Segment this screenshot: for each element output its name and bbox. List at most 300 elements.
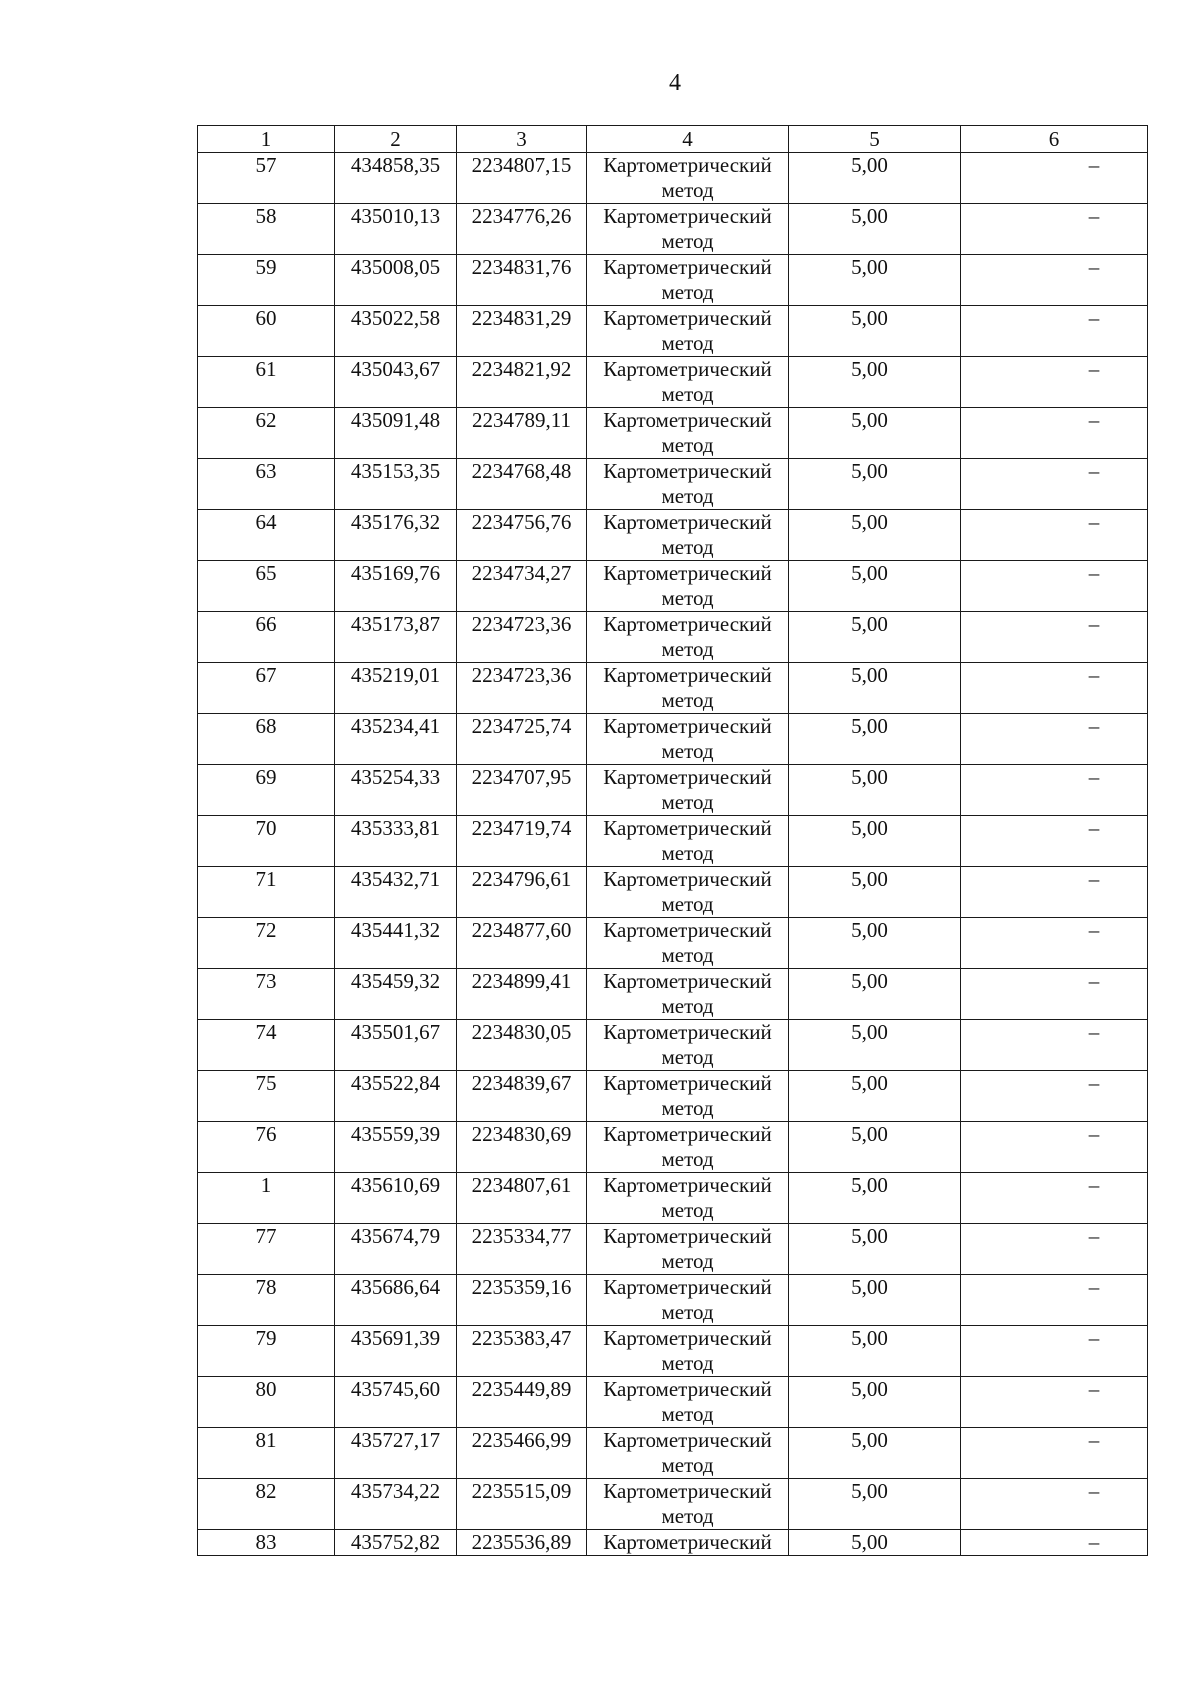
note-dash: – [1088,408,1100,432]
cell-y-coordinate: 2234725,74 [457,714,587,765]
cell-note [961,663,1148,714]
cell-x-coordinate: 435091,48 [335,408,457,459]
point-number: 83 [255,1530,277,1554]
cell-y-coordinate: 2234734,27 [457,561,587,612]
accuracy-value: 5,00 [851,153,888,177]
cell-y-coordinate: 2234807,61 [457,1173,587,1224]
method-text-line: Картометрический [603,1275,772,1299]
method-text-line: метод [661,1504,714,1528]
cell-y-coordinate: 2235536,89 [457,1530,587,1556]
accuracy-value: 5,00 [851,1020,888,1044]
point-number: 67 [255,663,277,687]
note-dash: – [1088,663,1100,687]
table-body [198,153,1148,1556]
cell-note [961,1122,1148,1173]
cell-accuracy [789,1530,961,1556]
cell-note [961,1224,1148,1275]
note-dash: – [1088,1122,1100,1146]
table-row [198,1530,1148,1556]
point-number: 59 [255,255,277,279]
cell-y-coordinate: 2234807,15 [457,153,587,204]
note-dash: – [1088,1428,1100,1452]
method-text-line: метод [661,688,714,712]
table-row [198,1326,1148,1377]
note-dash: – [1088,357,1100,381]
accuracy-value: 5,00 [851,306,888,330]
note-dash: – [1088,204,1100,228]
note-dash: – [1088,1224,1100,1248]
cell-accuracy [789,612,961,663]
method-text-line: Картометрический [603,408,772,432]
method-text-line: метод [661,1096,714,1120]
note-dash: – [1088,561,1100,585]
table-row [198,1224,1148,1275]
cell-point-number [198,1173,335,1224]
method-text-line: Картометрический [603,459,772,483]
cell-accuracy [789,714,961,765]
point-number: 63 [255,459,277,483]
table-row [198,306,1148,357]
cell-point-number [198,204,335,255]
cell-y-coordinate: 2234719,74 [457,816,587,867]
cell-note [961,153,1148,204]
cell-accuracy [789,459,961,510]
cell-x-coordinate: 435254,33 [335,765,457,816]
cell-method [587,1173,789,1224]
cell-point-number [198,306,335,357]
cell-method [587,1479,789,1530]
method-text-line: Картометрический [603,1224,772,1248]
cell-point-number [198,918,335,969]
method-text-line: Картометрический [603,1326,772,1350]
table-row [198,765,1148,816]
cell-x-coordinate: 435745,60 [335,1377,457,1428]
method-text-line: Картометрический [603,867,772,891]
table-row [198,1428,1148,1479]
method-text-line: Картометрический [603,816,772,840]
table-row [198,561,1148,612]
point-number: 79 [255,1326,277,1350]
method-text-line: Картометрический [603,1173,772,1197]
cell-accuracy [789,765,961,816]
cell-note [961,459,1148,510]
method-text-line: Картометрический [603,357,772,381]
method-text-line: Картометрический [603,306,772,330]
cell-x-coordinate: 435522,84 [335,1071,457,1122]
cell-note [961,1479,1148,1530]
table-row [198,816,1148,867]
cell-point-number [198,1530,335,1556]
cell-note [961,306,1148,357]
note-dash: – [1088,510,1100,534]
method-text-line: метод [661,739,714,763]
cell-x-coordinate: 435219,01 [335,663,457,714]
accuracy-value: 5,00 [851,459,888,483]
cell-point-number [198,1479,335,1530]
cell-y-coordinate: 2234789,11 [457,408,587,459]
cell-point-number [198,969,335,1020]
cell-point-number [198,663,335,714]
method-text-line: метод [661,1147,714,1171]
method-text-line: метод [661,1249,714,1273]
note-dash: – [1088,1377,1100,1401]
cell-x-coordinate: 435173,87 [335,612,457,663]
table-row [198,1173,1148,1224]
cell-accuracy [789,306,961,357]
cell-point-number [198,153,335,204]
cell-method [587,765,789,816]
cell-method [587,1326,789,1377]
table-row [198,663,1148,714]
accuracy-value: 5,00 [851,867,888,891]
cell-accuracy [789,1071,961,1122]
note-dash: – [1088,765,1100,789]
method-text-line: Картометрический [603,255,772,279]
accuracy-value: 5,00 [851,969,888,993]
accuracy-value: 5,00 [851,918,888,942]
method-text-line: метод [661,535,714,559]
cell-x-coordinate: 435734,22 [335,1479,457,1530]
cell-accuracy [789,1428,961,1479]
accuracy-value: 5,00 [851,714,888,738]
table-row [198,612,1148,663]
table-row [198,153,1148,204]
cell-y-coordinate: 2234776,26 [457,204,587,255]
accuracy-value: 5,00 [851,1479,888,1503]
note-dash: – [1088,255,1100,279]
accuracy-value: 5,00 [851,612,888,636]
cell-x-coordinate: 435691,39 [335,1326,457,1377]
cell-point-number [198,1122,335,1173]
point-number: 82 [255,1479,277,1503]
cell-x-coordinate: 435234,41 [335,714,457,765]
point-number: 72 [255,918,277,942]
method-text-line: метод [661,433,714,457]
accuracy-value: 5,00 [851,663,888,687]
point-number: 58 [255,204,277,228]
cell-point-number [198,816,335,867]
note-dash: – [1088,1326,1100,1350]
cell-y-coordinate: 2235515,09 [457,1479,587,1530]
cell-method [587,357,789,408]
cell-point-number [198,765,335,816]
table-row [198,408,1148,459]
accuracy-value: 5,00 [851,765,888,789]
point-number: 77 [255,1224,277,1248]
cell-method [587,255,789,306]
table-row [198,1275,1148,1326]
table-row [198,969,1148,1020]
cell-method [587,561,789,612]
note-dash: – [1088,816,1100,840]
cell-x-coordinate: 435727,17 [335,1428,457,1479]
cell-point-number [198,1275,335,1326]
cell-point-number [198,1020,335,1071]
point-number: 65 [255,561,277,585]
cell-note [961,357,1148,408]
accuracy-value: 5,00 [851,1173,888,1197]
cell-point-number [198,1428,335,1479]
cell-method [587,1428,789,1479]
cell-x-coordinate: 435501,67 [335,1020,457,1071]
cell-y-coordinate: 2234756,76 [457,510,587,561]
accuracy-value: 5,00 [851,1122,888,1146]
cell-note [961,765,1148,816]
point-number: 68 [255,714,277,738]
cell-x-coordinate: 435008,05 [335,255,457,306]
cell-y-coordinate: 2235334,77 [457,1224,587,1275]
method-text-line: метод [661,790,714,814]
cell-method [587,867,789,918]
column-header-note: 6 [961,126,1148,153]
cell-y-coordinate: 2234707,95 [457,765,587,816]
table-row [198,1377,1148,1428]
method-text-line: метод [661,1045,714,1069]
point-number: 1 [260,1173,272,1197]
cell-note [961,1173,1148,1224]
cell-method [587,1224,789,1275]
cell-method [587,969,789,1020]
point-number: 80 [255,1377,277,1401]
method-text-line: метод [661,586,714,610]
point-number: 74 [255,1020,277,1044]
note-dash: – [1088,969,1100,993]
method-text-line: метод [661,280,714,304]
method-text-line: Картометрический [603,1530,772,1554]
table-row [198,714,1148,765]
cell-accuracy [789,1122,961,1173]
cell-note [961,1377,1148,1428]
cell-method [587,306,789,357]
cell-method [587,1122,789,1173]
cell-note [961,255,1148,306]
cell-point-number [198,1377,335,1428]
accuracy-value: 5,00 [851,255,888,279]
table-row [198,459,1148,510]
point-number: 71 [255,867,277,891]
method-text-line: Картометрический [603,1428,772,1452]
cell-method [587,816,789,867]
cell-point-number [198,408,335,459]
column-header-method: 4 [587,126,789,153]
cell-note [961,408,1148,459]
cell-point-number [198,357,335,408]
cell-y-coordinate: 2235466,99 [457,1428,587,1479]
cell-x-coordinate: 435022,58 [335,306,457,357]
cell-x-coordinate: 435010,13 [335,204,457,255]
note-dash: – [1088,153,1100,177]
cell-y-coordinate: 2234723,36 [457,612,587,663]
cell-note [961,714,1148,765]
table-header [198,126,1148,153]
method-text-line: метод [661,229,714,253]
cell-x-coordinate: 435043,67 [335,357,457,408]
cell-point-number [198,1326,335,1377]
cell-accuracy [789,918,961,969]
method-text-line: метод [661,994,714,1018]
note-dash: – [1088,1071,1100,1095]
cell-note [961,1275,1148,1326]
cell-x-coordinate: 435153,35 [335,459,457,510]
point-number: 78 [255,1275,277,1299]
cell-accuracy [789,204,961,255]
cell-note [961,204,1148,255]
accuracy-value: 5,00 [851,357,888,381]
method-text-line: Картометрический [603,612,772,636]
note-dash: – [1088,1173,1100,1197]
note-dash: – [1088,612,1100,636]
cell-y-coordinate: 2235383,47 [457,1326,587,1377]
cell-note [961,510,1148,561]
cell-note [961,1326,1148,1377]
cell-accuracy [789,1275,961,1326]
cell-point-number [198,255,335,306]
cell-note [961,1428,1148,1479]
point-number: 57 [255,153,277,177]
cell-accuracy [789,1479,961,1530]
point-number: 70 [255,816,277,840]
table-row [198,1479,1148,1530]
cell-accuracy [789,561,961,612]
point-number: 69 [255,765,277,789]
cell-y-coordinate: 2234899,41 [457,969,587,1020]
cell-method [587,1377,789,1428]
method-text-line: Картометрический [603,663,772,687]
method-text-line: метод [661,1198,714,1222]
method-text-line: Картометрический [603,969,772,993]
point-number: 76 [255,1122,277,1146]
cell-method [587,204,789,255]
method-text-line: Картометрический [603,1377,772,1401]
cell-y-coordinate: 2235359,16 [457,1275,587,1326]
cell-x-coordinate: 435441,32 [335,918,457,969]
note-dash: – [1088,867,1100,891]
method-text-line: метод [661,637,714,661]
cell-y-coordinate: 2234831,76 [457,255,587,306]
cell-x-coordinate: 435333,81 [335,816,457,867]
cell-note [961,867,1148,918]
point-number: 66 [255,612,277,636]
accuracy-value: 5,00 [851,1275,888,1299]
note-dash: – [1088,1020,1100,1044]
cell-accuracy [789,510,961,561]
cell-method [587,612,789,663]
method-text-line: Картометрический [603,1071,772,1095]
cell-y-coordinate: 2234723,36 [457,663,587,714]
table-row [198,1122,1148,1173]
cell-point-number [198,867,335,918]
cell-accuracy [789,1173,961,1224]
method-text-line: метод [661,892,714,916]
method-text-line: Картометрический [603,1479,772,1503]
cell-accuracy [789,255,961,306]
cell-accuracy [789,867,961,918]
cell-method [587,153,789,204]
method-text-line: метод [661,1402,714,1426]
cell-x-coordinate: 435610,69 [335,1173,457,1224]
cell-y-coordinate: 2234821,92 [457,357,587,408]
table-row [198,1020,1148,1071]
accuracy-value: 5,00 [851,1428,888,1452]
cell-method [587,459,789,510]
table-row [198,918,1148,969]
cell-y-coordinate: 2234831,29 [457,306,587,357]
method-text-line: Картометрический [603,561,772,585]
point-number: 61 [255,357,277,381]
note-dash: – [1088,714,1100,738]
cell-accuracy [789,1224,961,1275]
accuracy-value: 5,00 [851,1224,888,1248]
cell-method [587,1020,789,1071]
method-text-line: Картометрический [603,510,772,534]
table-row [198,357,1148,408]
cell-accuracy [789,1377,961,1428]
column-header-x: 2 [335,126,457,153]
note-dash: – [1088,459,1100,483]
cell-accuracy [789,153,961,204]
coordinates-table [197,125,1148,1556]
cell-x-coordinate: 435176,32 [335,510,457,561]
cell-y-coordinate: 2235449,89 [457,1377,587,1428]
cell-accuracy [789,357,961,408]
cell-method [587,408,789,459]
cell-accuracy [789,408,961,459]
method-text-line: метод [661,1300,714,1324]
cell-y-coordinate: 2234830,69 [457,1122,587,1173]
point-number: 75 [255,1071,277,1095]
cell-y-coordinate: 2234830,05 [457,1020,587,1071]
accuracy-value: 5,00 [851,816,888,840]
cell-x-coordinate: 435674,79 [335,1224,457,1275]
cell-note [961,1071,1148,1122]
cell-note [961,918,1148,969]
cell-y-coordinate: 2234877,60 [457,918,587,969]
method-text-line: метод [661,943,714,967]
page-number: 4 [669,70,681,96]
cell-note [961,1020,1148,1071]
method-text-line: Картометрический [603,765,772,789]
cell-point-number [198,612,335,663]
cell-method [587,1275,789,1326]
method-text-line: метод [661,1453,714,1477]
method-text-line: метод [661,841,714,865]
method-text-line: Картометрический [603,153,772,177]
cell-point-number [198,510,335,561]
cell-note [961,1530,1148,1556]
cell-method [587,918,789,969]
accuracy-value: 5,00 [851,561,888,585]
table-row [198,867,1148,918]
cell-point-number [198,459,335,510]
method-text-line: Картометрический [603,204,772,228]
column-header-accuracy: 5 [789,126,961,153]
point-number: 81 [255,1428,277,1452]
cell-y-coordinate: 2234796,61 [457,867,587,918]
method-text-line: метод [661,178,714,202]
cell-accuracy [789,663,961,714]
note-dash: – [1088,306,1100,330]
cell-x-coordinate: 435432,71 [335,867,457,918]
column-header-point: 1 [198,126,335,153]
cell-accuracy [789,1020,961,1071]
cell-method [587,1530,789,1556]
method-text-line: Картометрический [603,1020,772,1044]
method-text-line: Картометрический [603,918,772,942]
coordinates-table-container [197,125,1147,1556]
accuracy-value: 5,00 [851,1377,888,1401]
cell-note [961,816,1148,867]
cell-x-coordinate: 435169,76 [335,561,457,612]
